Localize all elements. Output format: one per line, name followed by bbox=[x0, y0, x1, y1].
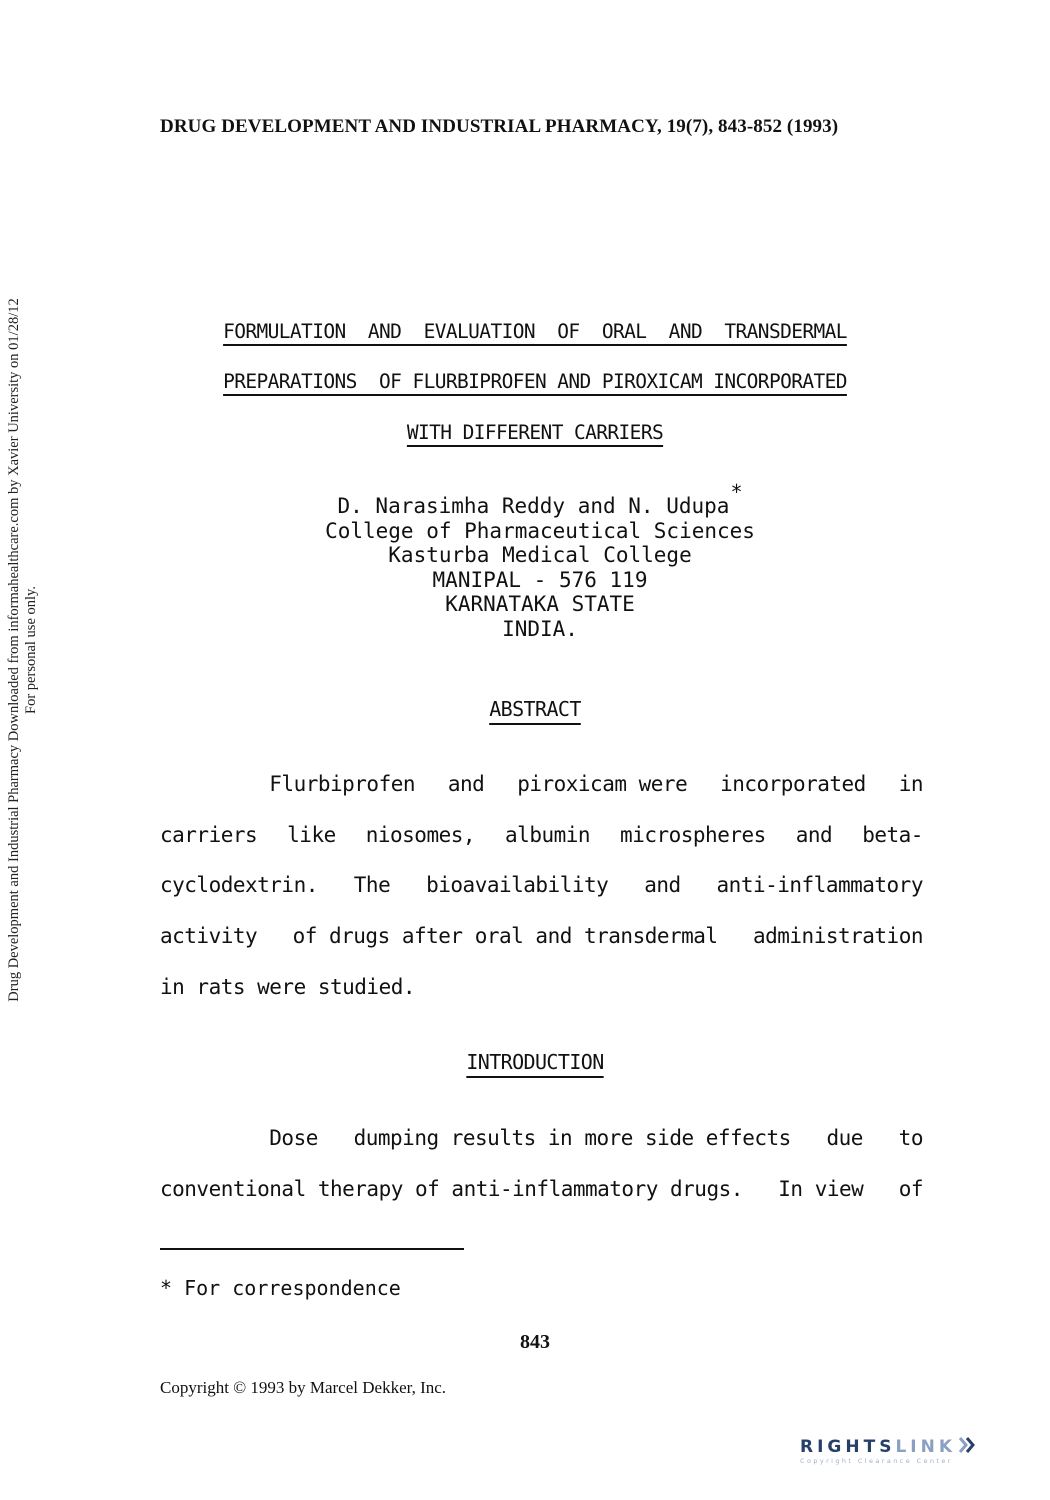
abstract-line-3-word: and bbox=[644, 873, 681, 897]
abstract-line-1-word: and bbox=[447, 772, 485, 796]
footnote: * For correspondence bbox=[160, 1276, 401, 1300]
introduction-line-1-word: to bbox=[898, 1126, 923, 1150]
abstract-line-3-word: The bbox=[353, 873, 391, 897]
introduction-line-1-word: due bbox=[826, 1126, 863, 1150]
introduction-line-1-word: Dose bbox=[160, 1126, 318, 1150]
download-notice-line-1: Drug Development and Industrial Pharmacy Downloaded from informahealthcare.com by Xavier University on 01/28/12 bbox=[6, 298, 22, 1002]
abstract-line-3-word: bioavailability bbox=[426, 873, 609, 897]
abstract-line-2-word: microspheres bbox=[620, 823, 766, 847]
abstract-line-1-word: incorporated bbox=[720, 772, 866, 796]
author-block bbox=[160, 480, 920, 641]
abstract-line-2-word: and bbox=[795, 823, 833, 847]
abstract-line-1-word: Flurbiprofen bbox=[160, 772, 416, 796]
introduction-heading-text: INTRODUCTION bbox=[466, 1050, 604, 1074]
affiliation-line-1: College of Pharmaceutical Sciences bbox=[325, 518, 755, 543]
abstract-line-5: in rats were studied. bbox=[160, 975, 416, 999]
abstract-heading bbox=[160, 697, 910, 721]
abstract-heading-text: ABSTRACT bbox=[489, 697, 581, 721]
download-notice-line-2: For personal use only. bbox=[23, 586, 39, 714]
introduction-line-1 bbox=[160, 1126, 923, 1150]
affiliation-line-2: Kasturba Medical College bbox=[388, 543, 692, 567]
affiliation-line-5: INDIA. bbox=[502, 616, 578, 641]
title-line-2 bbox=[160, 370, 910, 393]
abstract-line-2-word: carriers bbox=[160, 823, 258, 847]
rightslink-link: LINK bbox=[895, 1437, 956, 1457]
title-line-1-text: FORMULATION AND EVALUATION OF ORAL AND TRANSDERMAL bbox=[223, 320, 847, 343]
rightslink-rights: RIGHTS bbox=[800, 1437, 896, 1457]
abstract-line-1 bbox=[160, 772, 923, 796]
rightslink-tagline: Copyright Clearance Center bbox=[800, 1457, 953, 1465]
author-names-line bbox=[160, 480, 920, 519]
abstract-line-2-word: albumin bbox=[505, 823, 591, 847]
title-line-1 bbox=[160, 320, 910, 343]
rightslink-wordmark bbox=[800, 1436, 1032, 1457]
abstract-line-2-word: like bbox=[287, 823, 336, 847]
title-line-2-text: PREPARATIONS OF FLURBIPROFEN AND PIROXICAM INCORPORATED bbox=[223, 370, 847, 393]
rightslink-logo bbox=[800, 1436, 1032, 1472]
introduction-line-1-word: dumping results in more side effects bbox=[353, 1126, 791, 1150]
abstract-line-2 bbox=[160, 823, 923, 847]
abstract-line-2-word: beta- bbox=[862, 823, 923, 847]
copyright-notice: Copyright © 1993 by Marcel Dekker, Inc. bbox=[160, 1378, 447, 1397]
abstract-line-4-word: administration bbox=[752, 924, 923, 948]
title-line-3-text: WITH DIFFERENT CARRIERS bbox=[406, 421, 664, 444]
abstract-line-3-word: anti-inflammatory bbox=[716, 873, 923, 897]
correspondence-mark: * bbox=[730, 480, 743, 504]
title-line-3 bbox=[160, 421, 910, 444]
introduction-line-2-word: of bbox=[898, 1177, 923, 1201]
rightslink-arrow-icon bbox=[956, 1436, 976, 1454]
page-number: 843 bbox=[520, 1331, 550, 1353]
affiliation-line-4: KARNATAKA STATE bbox=[445, 592, 635, 616]
footnote-divider bbox=[160, 1248, 464, 1250]
abstract-line-2-word: niosomes, bbox=[365, 823, 476, 847]
abstract-line-3 bbox=[160, 873, 923, 897]
introduction-heading bbox=[160, 1050, 910, 1074]
abstract-line-1-word: piroxicam were bbox=[517, 772, 688, 796]
author-names: D. Narasimha Reddy and N. Udupa bbox=[337, 494, 730, 518]
affiliation-line-3: MANIPAL - 576 119 bbox=[432, 567, 648, 592]
abstract-line-4-word: of drugs after oral and transdermal bbox=[292, 924, 718, 948]
abstract-line-3-word: cyclodextrin. bbox=[160, 873, 318, 897]
journal-header: DRUG DEVELOPMENT AND INDUSTRIAL PHARMACY, 19(7), 843-852 (1993) bbox=[160, 116, 839, 137]
abstract-line-4 bbox=[160, 924, 923, 948]
introduction-line-2-word: conventional therapy of anti-inflammatory drugs. bbox=[160, 1177, 743, 1201]
introduction-line-2-word: In view bbox=[778, 1177, 864, 1201]
introduction-line-2 bbox=[160, 1177, 923, 1201]
abstract-line-1-word: in bbox=[898, 772, 923, 796]
download-notice bbox=[6, 150, 46, 1150]
abstract-line-4-word: activity bbox=[160, 924, 258, 948]
